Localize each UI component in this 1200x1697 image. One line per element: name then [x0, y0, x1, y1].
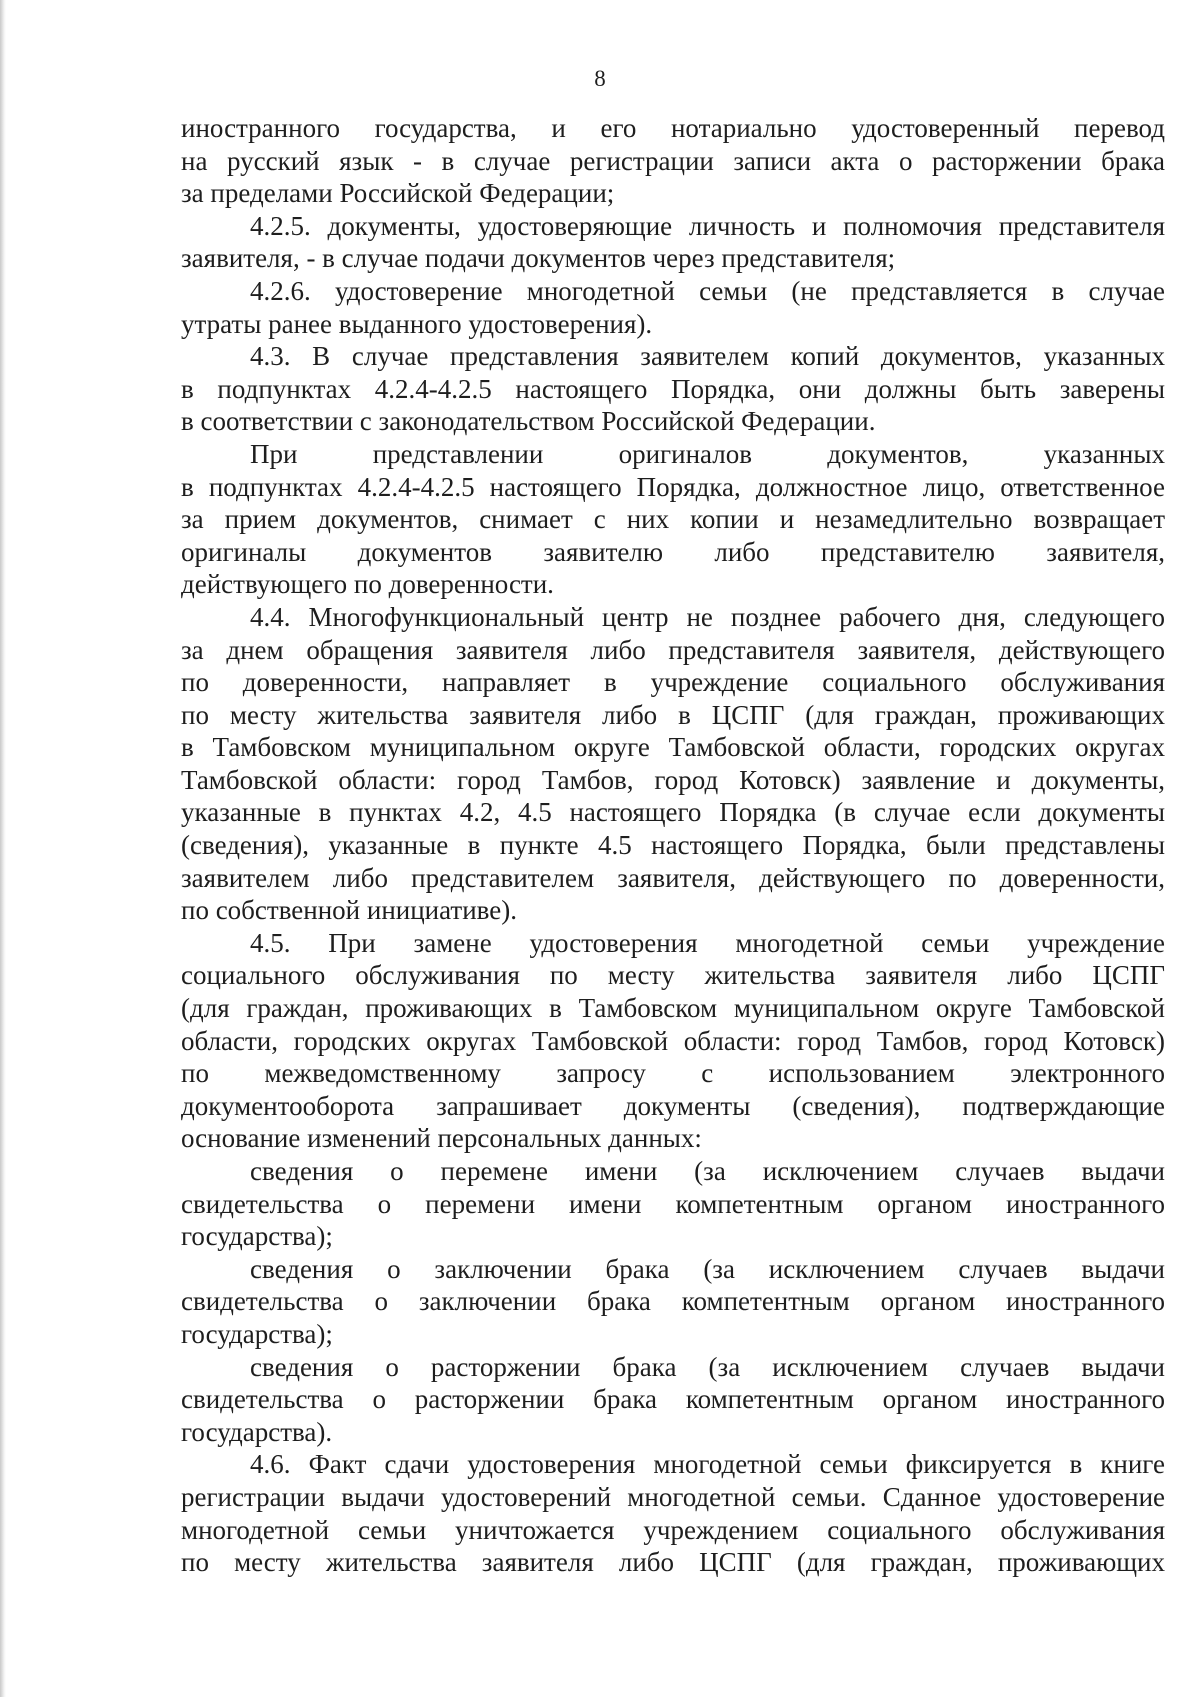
text-line: по месту жительства заявителя либо в ЦСПГ (для граждан, проживающих — [181, 699, 1165, 730]
text-line: по доверенности, направляет в учреждение социального обслуживания — [181, 667, 1165, 698]
text-line: оригиналы документов заявителю либо представителю заявителя, — [181, 536, 1165, 567]
text-line: 4.5. При замене удостоверения многодетной семьи учреждение — [250, 927, 1165, 958]
text-line: заявителем либо представителем заявителя, действующего по доверенности, — [181, 862, 1165, 893]
text-line: по собственной инициативе). — [181, 895, 517, 926]
text-line: 4.4. Многофункциональный центр не позднее рабочего дня, следующего — [250, 601, 1165, 632]
text-line: заявителя, - в случае подачи документов через представителя; — [181, 243, 896, 274]
text-line: регистрации выдачи удостоверений многодетной семьи. Сданное удостоверение — [181, 1481, 1165, 1512]
document-body — [181, 112, 1165, 1579]
text-line: При представлении оригиналов документов, указанных — [250, 438, 1165, 469]
text-line: основание изменений персональных данных: — [181, 1123, 702, 1154]
text-line: свидетельства о расторжении брака компетентным органом иностранного — [181, 1384, 1165, 1415]
text-line: по межведомственному запросу с использованием электронного — [181, 1058, 1165, 1089]
text-line: (для граждан, проживающих в Тамбовском муниципальном округе Тамбовской — [181, 993, 1165, 1024]
text-line: утраты ранее выданного удостоверения). — [181, 308, 653, 339]
text-line: в подпунктах 4.2.4-4.2.5 настоящего Порядка, должностное лицо, ответственное — [181, 471, 1165, 502]
text-line: за пределами Российской Федерации; — [181, 178, 615, 209]
text-line: по месту жительства заявителя либо ЦСПГ (для граждан, проживающих — [181, 1547, 1165, 1578]
text-line: сведения о перемене имени (за исключением случаев выдачи — [250, 1156, 1165, 1186]
text-line: Тамбовской области: город Тамбов, город Котовск) заявление и документы, — [181, 764, 1165, 795]
text-line: за прием документов, снимает с них копии и незамедлительно возвращает — [181, 504, 1165, 535]
text-line: государства); — [181, 1221, 333, 1252]
text-line: в соответствии с законодательством Российской Федерации. — [181, 406, 876, 437]
page-number: 8 — [594, 66, 606, 91]
text-line: 4.2.5. документы, удостоверяющие личность и полномочия представителя — [250, 210, 1165, 241]
text-line: иностранного государства, и его нотариально удостоверенный перевод — [181, 113, 1165, 143]
text-line: государства); — [181, 1318, 333, 1349]
text-line: документооборота запрашивает документы (сведения), подтверждающие — [181, 1090, 1165, 1121]
text-line: в подпунктах 4.2.4-4.2.5 настоящего Порядка, они должны быть заверены — [181, 373, 1165, 404]
text-line: 4.6. Факт сдачи удостоверения многодетной семьи фиксируется в книге — [250, 1449, 1165, 1480]
text-line: свидетельства о перемени имени компетентным органом иностранного — [181, 1188, 1165, 1219]
text-line: 4.3. В случае представления заявителем копий документов, указанных — [250, 341, 1165, 372]
scan-edge-shadow — [0, 0, 6, 1697]
text-line: действующего по доверенности. — [181, 569, 554, 600]
text-line: 4.2.6. удостоверение многодетной семьи (не представляется в случае — [250, 275, 1165, 306]
text-line: за днем обращения заявителя либо представителя заявителя, действующего — [181, 634, 1165, 665]
text-line: государства). — [181, 1416, 333, 1447]
text-line: на русский язык - в случае регистрации записи акта о расторжении брака — [181, 145, 1165, 176]
text-line: (сведения), указанные в пункте 4.5 настоящего Порядка, были представлены — [181, 830, 1165, 861]
text-line: указанные в пунктах 4.2, 4.5 настоящего Порядка (в случае если документы — [181, 797, 1165, 828]
text-line: многодетной семьи уничтожается учреждением социального обслуживания — [181, 1514, 1165, 1545]
text-line: сведения о заключении брака (за исключением случаев выдачи — [250, 1253, 1165, 1284]
text-line: в Тамбовском муниципальном округе Тамбовской области, городских округах — [181, 732, 1165, 763]
text-line: свидетельства о заключении брака компетентным органом иностранного — [181, 1286, 1165, 1317]
text-line: области, городских округах Тамбовской области: город Тамбов, город Котовск) — [181, 1025, 1165, 1056]
text-line: сведения о расторжении брака (за исключением случаев выдачи — [250, 1351, 1165, 1382]
text-line: социального обслуживания по месту жительства заявителя либо ЦСПГ — [181, 960, 1165, 991]
